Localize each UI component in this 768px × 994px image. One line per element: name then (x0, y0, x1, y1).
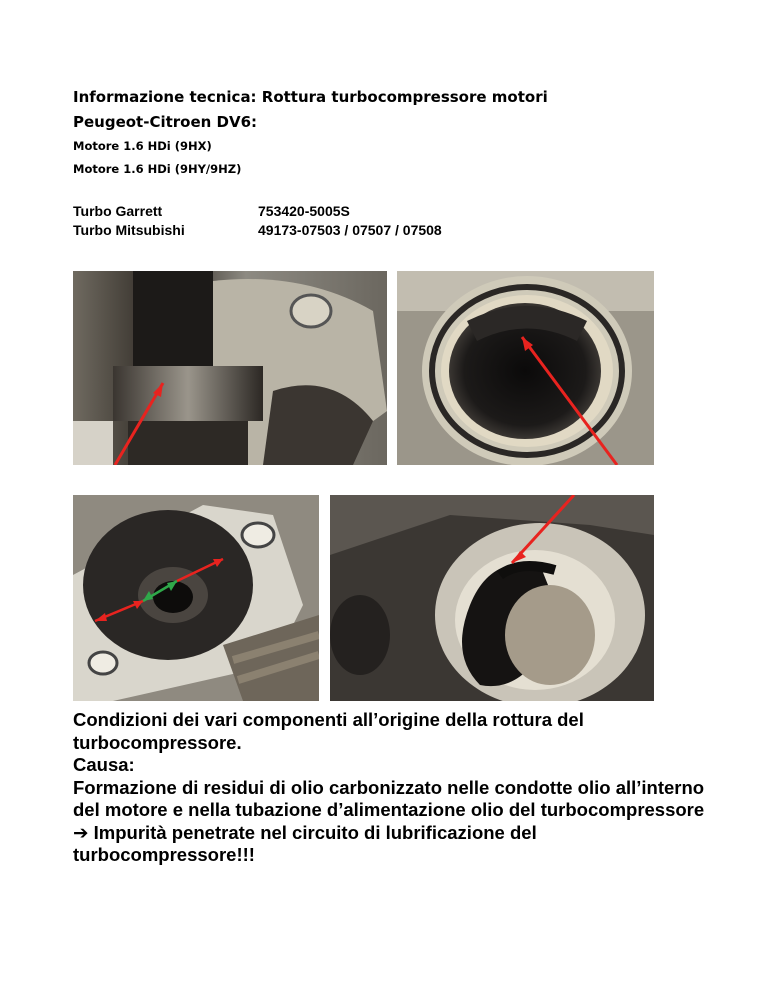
spec-value: 753420-5005S (258, 203, 350, 219)
cause-paragraph (73, 777, 713, 867)
photo-oil-filter-housing (73, 271, 387, 465)
cause-result: Impurità penetrate nel circuito di lubrificazione del turbocompressore!!! (73, 821, 537, 865)
cause-text: Formazione di residui di olio carbonizzato nelle condotte olio all’interno del motore e nella tubazione d’alimentazione olio del turbocompressore (73, 776, 705, 820)
cause-label: Causa: (73, 754, 135, 775)
arrow-right-icon: ➔ (73, 821, 89, 843)
engine-line-2: Motore 1.6 HDi (9HY/9HZ) (73, 162, 242, 176)
spec-label: Turbo Mitsubishi (73, 222, 185, 238)
photo-oil-pipe-clogged (73, 495, 319, 701)
conditions-text (73, 709, 713, 867)
conditions-paragraph: Condizioni dei vari componenti all’origine della rottura del turbocompressore. (73, 709, 584, 753)
spec-value: 49173-07503 / 07507 / 07508 (258, 222, 442, 238)
photo-oil-port-ring (397, 271, 654, 465)
engine-line-1: Motore 1.6 HDi (9HX) (73, 139, 212, 153)
title-line-1: Informazione tecnica: Rottura turbocompressore motori (73, 88, 548, 106)
photo-carbon-deposits (330, 495, 654, 701)
spec-mitsubishi (73, 222, 442, 238)
spec-garrett (73, 203, 350, 219)
title-line-2: Peugeot-Citroen DV6: (73, 113, 258, 131)
spec-label: Turbo Garrett (73, 203, 163, 219)
